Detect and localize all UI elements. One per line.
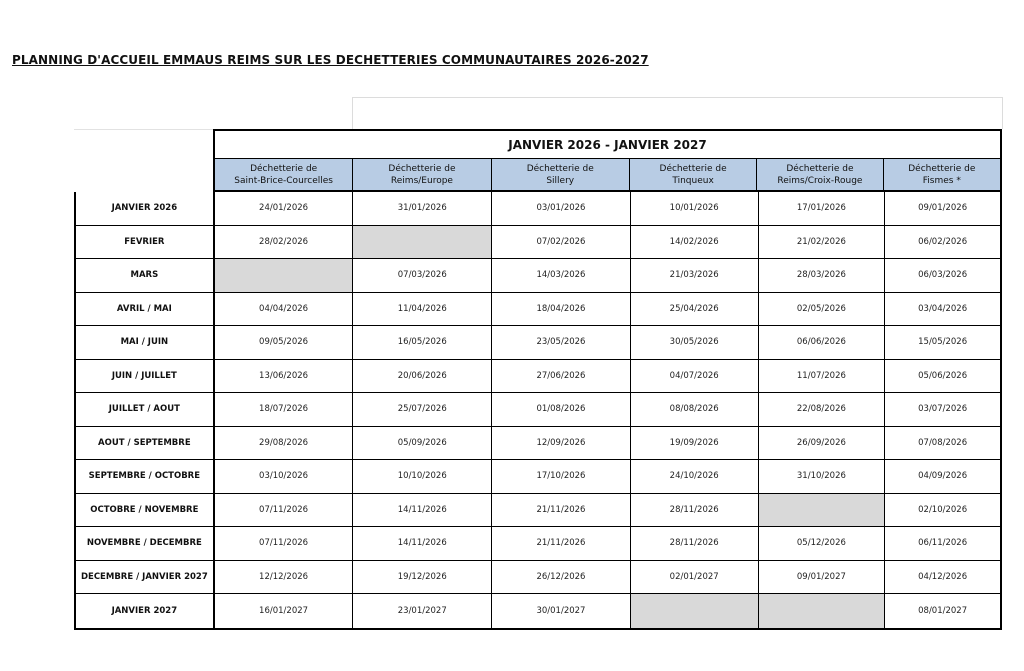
row-label: JUILLET / AOUT: [76, 393, 215, 426]
table-row: [76, 259, 1000, 293]
date-cell: 25/04/2026: [631, 293, 759, 326]
date-cell: 20/06/2026: [353, 360, 492, 393]
date-cell: 06/06/2026: [759, 326, 886, 359]
column-header-line: Déchetterie de: [526, 163, 594, 174]
date-cell: 21/02/2026: [759, 226, 886, 259]
period-header: [213, 129, 1002, 159]
row-label: SEPTEMBRE / OCTOBRE: [76, 460, 215, 493]
row-label: DECEMBRE / JANVIER 2027: [76, 561, 215, 594]
date-cell: 23/05/2026: [492, 326, 631, 359]
date-cell: 14/02/2026: [631, 226, 759, 259]
date-cell: 03/01/2026: [492, 192, 631, 225]
date-cell: 09/05/2026: [215, 326, 354, 359]
guide-line: [74, 129, 214, 130]
empty-cell: [353, 226, 492, 259]
table-row: [76, 527, 1000, 561]
date-cell: 06/11/2026: [918, 538, 968, 549]
row-label: MARS: [76, 259, 215, 292]
date-cell: 10/10/2026: [353, 460, 492, 493]
empty-cell: [759, 494, 886, 527]
date-cell: 04/12/2026: [918, 571, 968, 582]
date-cell: 26/09/2026: [759, 427, 886, 460]
date-cell: 11/04/2026: [353, 293, 492, 326]
date-cell: 28/02/2026: [215, 226, 354, 259]
column-header-line: Déchetterie de: [908, 163, 976, 174]
column-headers: [213, 159, 1002, 192]
table-row: [76, 460, 1000, 494]
date-cell: 07/02/2026: [492, 226, 631, 259]
date-cell: 25/07/2026: [353, 393, 492, 426]
date-cell: 12/09/2026: [492, 427, 631, 460]
column-header-name: Tinqueux: [672, 175, 714, 186]
date-cell: 15/05/2026: [918, 337, 968, 348]
date-cell: 06/02/2026: [918, 236, 968, 247]
date-cell: 04/04/2026: [215, 293, 354, 326]
date-cell: 19/12/2026: [353, 561, 492, 594]
date-cell: 30/01/2027: [492, 594, 631, 628]
column-header-reims-europe: [353, 159, 491, 190]
date-cell: 28/03/2026: [759, 259, 886, 292]
table-row: [76, 393, 1000, 427]
guide-line: [352, 97, 1002, 98]
empty-cell: [759, 594, 886, 628]
date-cell: 23/01/2027: [353, 594, 492, 628]
date-cell: 04/09/2026: [918, 471, 968, 482]
date-cell: 18/07/2026: [215, 393, 354, 426]
date-cell: 07/11/2026: [215, 527, 354, 560]
column-header-line: Déchetterie de: [388, 163, 456, 174]
guide-line: [352, 97, 353, 129]
table-row: [76, 427, 1000, 461]
column-header-name: Fismes *: [922, 175, 961, 186]
schedule-table: [74, 192, 1002, 630]
column-header-tinqueux: [630, 159, 757, 190]
date-cell: 22/08/2026: [759, 393, 886, 426]
date-cell: 17/01/2026: [759, 192, 886, 225]
row-label: JANVIER 2027: [76, 594, 215, 628]
date-cell: 28/11/2026: [631, 494, 759, 527]
table-row: [76, 561, 1000, 595]
date-cell: 02/05/2026: [759, 293, 886, 326]
date-cell: 16/05/2026: [353, 326, 492, 359]
date-cell: 18/04/2026: [492, 293, 631, 326]
column-header-croix-rouge: [757, 159, 883, 190]
column-header-fismes: [884, 159, 1000, 190]
date-cell: 03/04/2026: [918, 303, 968, 314]
column-header-saint-brice: [215, 159, 353, 190]
date-cell: 05/12/2026: [759, 527, 886, 560]
date-cell: 21/11/2026: [492, 527, 631, 560]
guide-line: [1002, 97, 1003, 129]
date-cell: 21/11/2026: [492, 494, 631, 527]
table-row: [76, 192, 1000, 226]
column-header-line: Déchetterie de: [659, 163, 727, 174]
date-cell: 02/10/2026: [918, 504, 968, 515]
date-cell: 03/07/2026: [918, 404, 968, 415]
date-cell: 01/08/2026: [492, 393, 631, 426]
row-label: OCTOBRE / NOVEMBRE: [76, 494, 215, 527]
date-cell: 11/07/2026: [759, 360, 886, 393]
date-cell: 16/01/2027: [215, 594, 354, 628]
date-cell: 02/01/2027: [631, 561, 759, 594]
row-label: AVRIL / MAI: [76, 293, 215, 326]
date-cell: 06/03/2026: [918, 270, 968, 281]
date-cell: 27/06/2026: [492, 360, 631, 393]
row-label: MAI / JUIN: [76, 326, 215, 359]
column-header-line: Déchetterie de: [786, 163, 854, 174]
date-cell: 13/06/2026: [215, 360, 354, 393]
column-header-line: Déchetterie de: [250, 163, 318, 174]
date-cell: 28/11/2026: [631, 527, 759, 560]
empty-cell: [631, 594, 759, 628]
date-cell: 05/06/2026: [918, 370, 968, 381]
date-cell: 08/08/2026: [631, 393, 759, 426]
row-label: NOVEMBRE / DECEMBRE: [76, 527, 215, 560]
date-cell: 08/01/2027: [918, 605, 968, 616]
table-row: [76, 594, 1000, 628]
date-cell: 24/01/2026: [215, 192, 354, 225]
period-label: JANVIER 2026 - JANVIER 2027: [508, 137, 707, 152]
date-cell: 07/08/2026: [918, 437, 968, 448]
table-row: [76, 494, 1000, 528]
row-label: AOUT / SEPTEMBRE: [76, 427, 215, 460]
column-header-sillery: [492, 159, 630, 190]
table-row: [76, 360, 1000, 394]
document-title: PLANNING D'ACCUEIL EMMAUS REIMS SUR LES DECHETTERIES COMMUNAUTAIRES 2026-2027: [12, 53, 649, 67]
date-cell: 10/01/2026: [631, 192, 759, 225]
column-header-name: Reims/Europe: [390, 175, 453, 186]
date-cell: 17/10/2026: [492, 460, 631, 493]
column-header-name: Reims/Croix-Rouge: [777, 175, 863, 186]
date-cell: 03/10/2026: [215, 460, 354, 493]
date-cell: 31/10/2026: [759, 460, 886, 493]
row-label: JUIN / JUILLET: [76, 360, 215, 393]
date-cell: 24/10/2026: [631, 460, 759, 493]
date-cell: 09/01/2026: [918, 203, 968, 214]
date-cell: 09/01/2027: [759, 561, 886, 594]
date-cell: 14/11/2026: [353, 494, 492, 527]
date-cell: 19/09/2026: [631, 427, 759, 460]
date-cell: 04/07/2026: [631, 360, 759, 393]
date-cell: 26/12/2026: [492, 561, 631, 594]
column-header-name: Saint-Brice-Courcelles: [234, 175, 333, 186]
date-cell: 30/05/2026: [631, 326, 759, 359]
empty-cell: [215, 259, 354, 292]
table-row: [76, 293, 1000, 327]
date-cell: 31/01/2026: [353, 192, 492, 225]
date-cell: 21/03/2026: [631, 259, 759, 292]
table-row: [76, 326, 1000, 360]
date-cell: 14/03/2026: [492, 259, 631, 292]
date-cell: 05/09/2026: [353, 427, 492, 460]
table-row: [76, 226, 1000, 260]
row-label: FEVRIER: [76, 226, 215, 259]
date-cell: 12/12/2026: [215, 561, 354, 594]
column-header-name: Sillery: [546, 175, 575, 186]
date-cell: 29/08/2026: [215, 427, 354, 460]
date-cell: 07/03/2026: [353, 259, 492, 292]
date-cell: 14/11/2026: [353, 527, 492, 560]
row-label: JANVIER 2026: [76, 192, 215, 225]
date-cell: 07/11/2026: [215, 494, 354, 527]
